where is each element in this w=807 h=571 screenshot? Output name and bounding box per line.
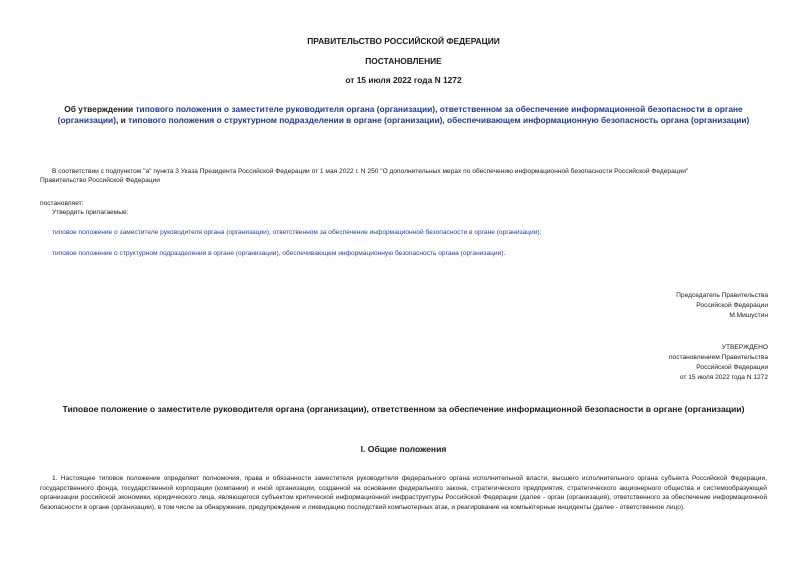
preamble-line-1: В соответствии с подпунктом "а" пункта 3 Указа Президента Российской Федерации от 1 мая 2022 г. N 250 "О дополнительных мерах по обеспечению информационной безопасности Российской Федерации" (52, 168, 689, 175)
title-link-regulation-deputy[interactable]: типового положения о заместителе руководителя органа (организации), ответственном за обеспечение информационной безопасности в органе (организации) (57, 104, 743, 125)
document-title (40, 104, 767, 125)
regulation-title: Типовое положение о заместителе руководителя органа (организации), ответственном за обеспечение информационной безопасности в органе (организации) (62, 404, 745, 414)
title-prefix: Об утверждении (64, 104, 136, 114)
paragraph-1: 1. Настоящее типовое положение определяет полномочия, права и обязанности заместителя руководителя федерального органа исполнительной власти, высшего исполнительного органа субъекта Российской Федерации, государственного фонда, государственной корпорации (компании) и иной организации, созданной на основании федерального закона, стратегического предприятия, стратегического акционерного общества и системообразующей организации российской экономики, юридического лица, являющегося субъектом критической информационной инфраструктуры Российской Федерации (далее - орган (организация), ответственного за обеспечение информационной безопасности в органе (организации), в том числе за обнаружение, предупреждение и ликвидацию последствий компьютерных атак, и реагирование на компьютерные инциденты (далее - ответственное лицо). (40, 475, 767, 511)
approved-stamp: УТВЕРЖДЕНО (721, 344, 768, 351)
document-type: ПОСТАНОВЛЕНИЕ (365, 56, 442, 66)
approved-item-1-link[interactable]: типовое положение о заместителе руководителя органа (организации), ответственном за обеспечение информационной безопасности в органе (организации); (52, 229, 542, 236)
document-date-number: от 15 июля 2022 года N 1272 (345, 75, 462, 85)
preamble-line-2: Правительство Российской Федерации (40, 177, 160, 184)
approval-line-1: постановлением Правительства (668, 354, 768, 361)
approve-label: Утвердить прилагаемые: (52, 209, 129, 216)
signature-position-line-1: Председатель Правительства (676, 292, 768, 299)
approval-line-2: Российской Федерации (696, 364, 768, 371)
approved-item-2-link[interactable]: типовое положение о структурном подразделении в органе (организации), обеспечивающем информационную безопасность органа (организации). (52, 250, 506, 257)
government-heading: ПРАВИТЕЛЬСТВО РОССИЙСКОЙ ФЕДЕРАЦИИ (307, 36, 500, 46)
signature-name: М.Мишустин (729, 312, 768, 319)
section-1-title: I. Общие положения (360, 444, 447, 454)
title-link-regulation-unit[interactable]: типового положения о структурном подразделении в органе (организации), обеспечивающем информационную безопасность органа (организации) (128, 114, 750, 125)
signature-position-line-2: Российской Федерации (696, 302, 768, 309)
resolves-label: постановляет: (40, 200, 84, 207)
approval-line-3: от 15 июля 2022 года N 1272 (679, 374, 768, 381)
title-middle: , и (116, 114, 129, 125)
